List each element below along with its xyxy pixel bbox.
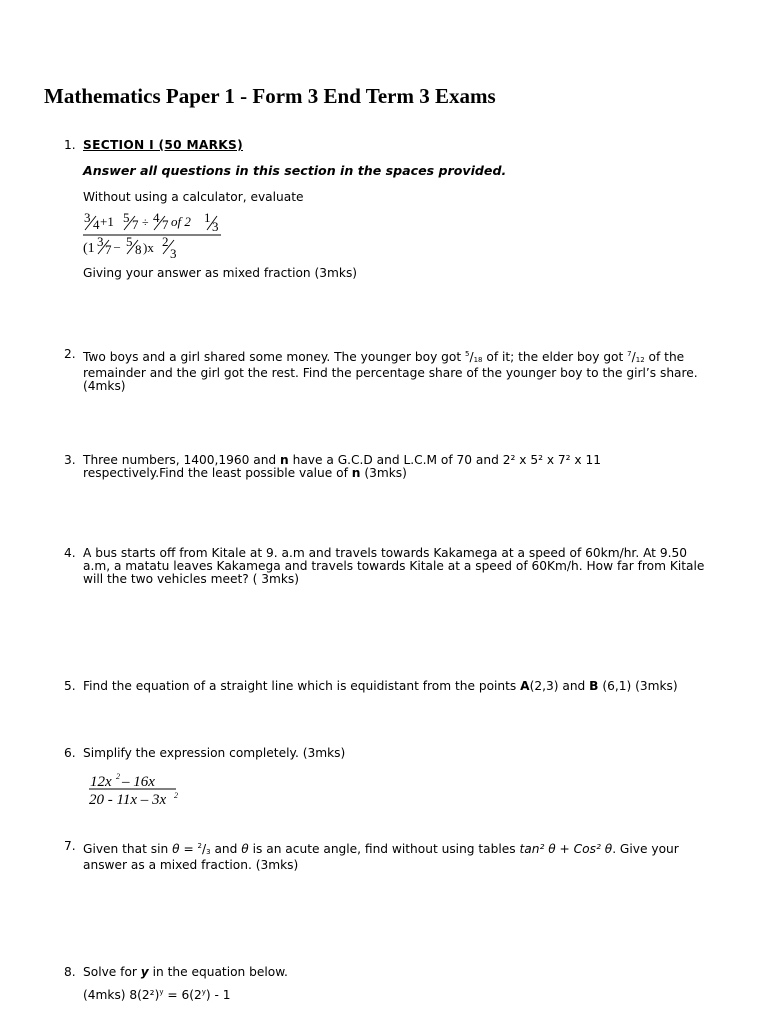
question-8-equation: (4mks) $8(2^2)^y = 6(2^y) - 1$: [83, 988, 231, 1002]
question-2-text: Two boys and a girl shared some money. The younger boy got $^5/_{18}$ of it; the elder boy got $^7/_{12}$ of the remainder and the girl got the rest. Find the percentage share of the younger boy to the girl’s share. (4mks): [83, 350, 698, 393]
expr-num-4: 4: [93, 217, 100, 232]
expr-num-7b: 7: [162, 217, 169, 232]
question-number: 6.: [64, 746, 76, 760]
expr-num-4b: 4: [153, 210, 160, 225]
question-8-text: Solve for y in the equation below.: [83, 965, 288, 979]
question-number: 7.: [64, 839, 76, 853]
page-title: Mathematics Paper 1 - Form 3 End Term 3 Exams: [44, 84, 496, 108]
expr-num-3b: 3: [212, 219, 219, 234]
question-number: 1.: [64, 138, 76, 152]
question-5-text: Find the equation of a straight line which is equidistant from the points A(2,3) and B (6,1) (3mks): [83, 679, 678, 693]
question-1-expression: [83, 210, 233, 262]
expr6-den-exp: 2: [174, 791, 178, 800]
expr-num-3: 3: [84, 210, 91, 225]
expr-plus-1: +1: [100, 214, 114, 229]
expr-num-7: 7: [132, 217, 139, 232]
question-6-expression: [88, 770, 198, 810]
question-4-text: A bus starts off from Kitale at 9. a.m and travels towards Kakamega at a speed of 60km/hr. At 9.50 a.m, a matatu leaves Kakamega and travels towards Kitale at a speed of 60Km/h. How far from Kitale will the two vehicles meet? ( 3mks): [83, 546, 705, 586]
expr-den-open: (1: [83, 241, 95, 256]
question-number: 4.: [64, 546, 76, 560]
question-number: 3.: [64, 453, 76, 467]
expr-den-5: 5: [126, 234, 133, 249]
expr6-num-rest: – 16x: [122, 774, 155, 790]
question-1-followup: Giving your answer as mixed fraction (3mks): [83, 266, 358, 280]
expr-den-3: 3: [97, 234, 104, 249]
expr-div: ÷: [142, 215, 149, 229]
section-heading: SECTION I (50 MARKS): [83, 138, 243, 152]
question-number: 8.: [64, 965, 76, 979]
question-3-text: Three numbers, 1400,1960 and n have a G.C.D and L.C.M of 70 and 2² x 5² x 7² x 11 respectively.Find the least possible value of n (3mks): [83, 453, 602, 480]
question-number: 2.: [64, 347, 76, 361]
question-1-prompt: Without using a calculator, evaluate: [83, 190, 304, 204]
expr-den-8: 8: [135, 242, 142, 257]
expr-num-1: 1: [204, 210, 211, 225]
expr-of-2: of 2: [171, 214, 191, 229]
expr-num-5: 5: [123, 210, 130, 225]
expr6-num: 12x: [90, 774, 112, 790]
expr-den-close-x: )x: [143, 240, 154, 255]
expr6-num-exp: 2: [116, 772, 120, 781]
question-6-text: Simplify the expression completely. (3mks): [83, 746, 346, 760]
expr-den-3c: 3: [170, 246, 177, 261]
expr-den-minus: –: [114, 239, 120, 253]
question-7-text: Given that $\sin \theta = ^2/_3$ and θ is an acute angle, find without using tables tan² θ + Cos² θ. Give your answer as a mixed fraction. (3mks): [83, 842, 679, 872]
expr6-den: 20 - 11x – 3x: [89, 792, 167, 808]
section-instruction: Answer all questions in this section in the spaces provided.: [83, 163, 507, 178]
expr-den-2: 2: [162, 234, 169, 249]
expr-den-7: 7: [105, 242, 112, 257]
question-number: 5.: [64, 679, 76, 693]
